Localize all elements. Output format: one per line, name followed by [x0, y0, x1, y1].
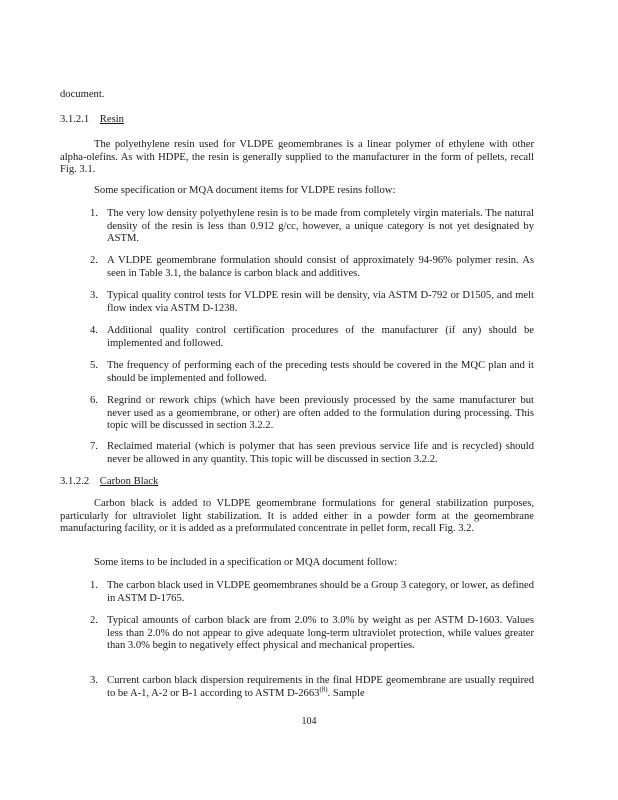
- list-item-number: 3.: [90, 675, 98, 686]
- section-heading-resin: [60, 114, 124, 127]
- list-item-text: Reclaimed material (which is polymer that has seen previous service life and is recycled) should never be allowed in any quantity. This topic will be discussed in section 3.2.2.: [107, 441, 534, 465]
- list-item: [90, 360, 534, 385]
- list-item-text: Additional quality control certification procedures of the manufacturer (if any) should be implemented and followed.: [107, 325, 534, 349]
- list-item-text: A VLDPE geomembrane formulation should consist of approximately 94-96% polymer resin. As seen in Table 3.1, the balance is carbon black and additives.: [107, 255, 534, 279]
- list-item-number: 2.: [90, 615, 98, 626]
- list-item-text-body: Current carbon black dispersion requirements in the final HDPE geomembrane are usually required to be A-1, A-2 or B-1 according to ASTM D-2663: [107, 675, 534, 699]
- list-item-number: 2.: [90, 255, 98, 266]
- list-item-text: [107, 675, 534, 700]
- list-item-text-tail: . Sample: [327, 687, 365, 699]
- list-item-number: 3.: [90, 290, 98, 301]
- list-item: [90, 441, 534, 466]
- carbon-black-list-intro: Some items to be included in a specification or MQA document follow:: [94, 557, 398, 568]
- list-item: [90, 615, 534, 653]
- list-item-text: The carbon black used in VLDPE geomembranes should be a Group 3 category, or lower, as defined in ASTM D-1765.: [107, 580, 534, 604]
- section-title: Carbon Black: [99, 476, 159, 487]
- page-number: 104: [301, 716, 317, 727]
- list-item-text: Typical amounts of carbon black are from 2.0% to 3.0% by weight as per ASTM D-1603. Values less than 2.0% do not appear to give adequate long-term ultraviolet protection, while values greater than 3.0% begin to negatively effect physical and mechanical properties.: [107, 615, 534, 652]
- list-item-number: 1.: [90, 208, 98, 219]
- reference-superscript: (8): [319, 685, 328, 694]
- section-number: 3.1.2.1: [60, 114, 90, 125]
- list-item-text: Regrind or rework chips (which have been previously processed by the same manufacturer but never used as a geomembrane, or other) are often added to the formulation during processing. This topic will be discussed in section 3.2.2.: [107, 395, 534, 432]
- section-heading-carbon-black: [60, 476, 158, 489]
- list-item: [90, 208, 534, 246]
- list-item: [90, 325, 534, 350]
- list-item-text: Typical quality control tests for VLDPE resin will be density, via ASTM D-792 or D1505, and melt flow index via ASTM D-1238.: [107, 290, 534, 314]
- list-item-number: 5.: [90, 360, 98, 371]
- list-item: [90, 395, 534, 433]
- list-item-number: 7.: [90, 441, 98, 452]
- section-number: 3.1.2.2: [60, 476, 90, 487]
- list-item-text: The very low density polyethylene resin is to be made from completely virgin materials. The natural density of the resin is less than 0.912 g/cc, however, a unique category is not yet designated by ASTM.: [107, 208, 534, 245]
- list-item: [90, 255, 534, 280]
- list-item: [90, 675, 534, 700]
- lead-text: document.: [60, 89, 105, 100]
- list-item: [90, 580, 534, 605]
- resin-paragraph: The polyethylene resin used for VLDPE geomembranes is a linear polymer of ethylene with other alpha-olefins. As with HDPE, the resin is generally supplied to the manufacturer in the form of pellets, recall Fig. 3.1.: [60, 139, 534, 176]
- list-item-number: 6.: [90, 395, 98, 406]
- list-item-number: 4.: [90, 325, 98, 336]
- list-item: [90, 290, 534, 315]
- resin-list-intro: Some specification or MQA document items for VLDPE resins follow:: [94, 185, 396, 196]
- carbon-black-paragraph: Carbon black is added to VLDPE geomembrane formulations for general stabilization purposes, particularly for ultraviolet light stabilization. It is added either in a powder form at the geomembrane manufacturing facility, or it is added as a preformulated concentrate in pellet form, recall Fig. 3.2.: [60, 498, 534, 535]
- list-item-text: The frequency of performing each of the preceding tests should be covered in the MQC plan and it should be implemented and followed.: [107, 360, 534, 384]
- section-title: Resin: [99, 114, 124, 125]
- list-item-number: 1.: [90, 580, 98, 591]
